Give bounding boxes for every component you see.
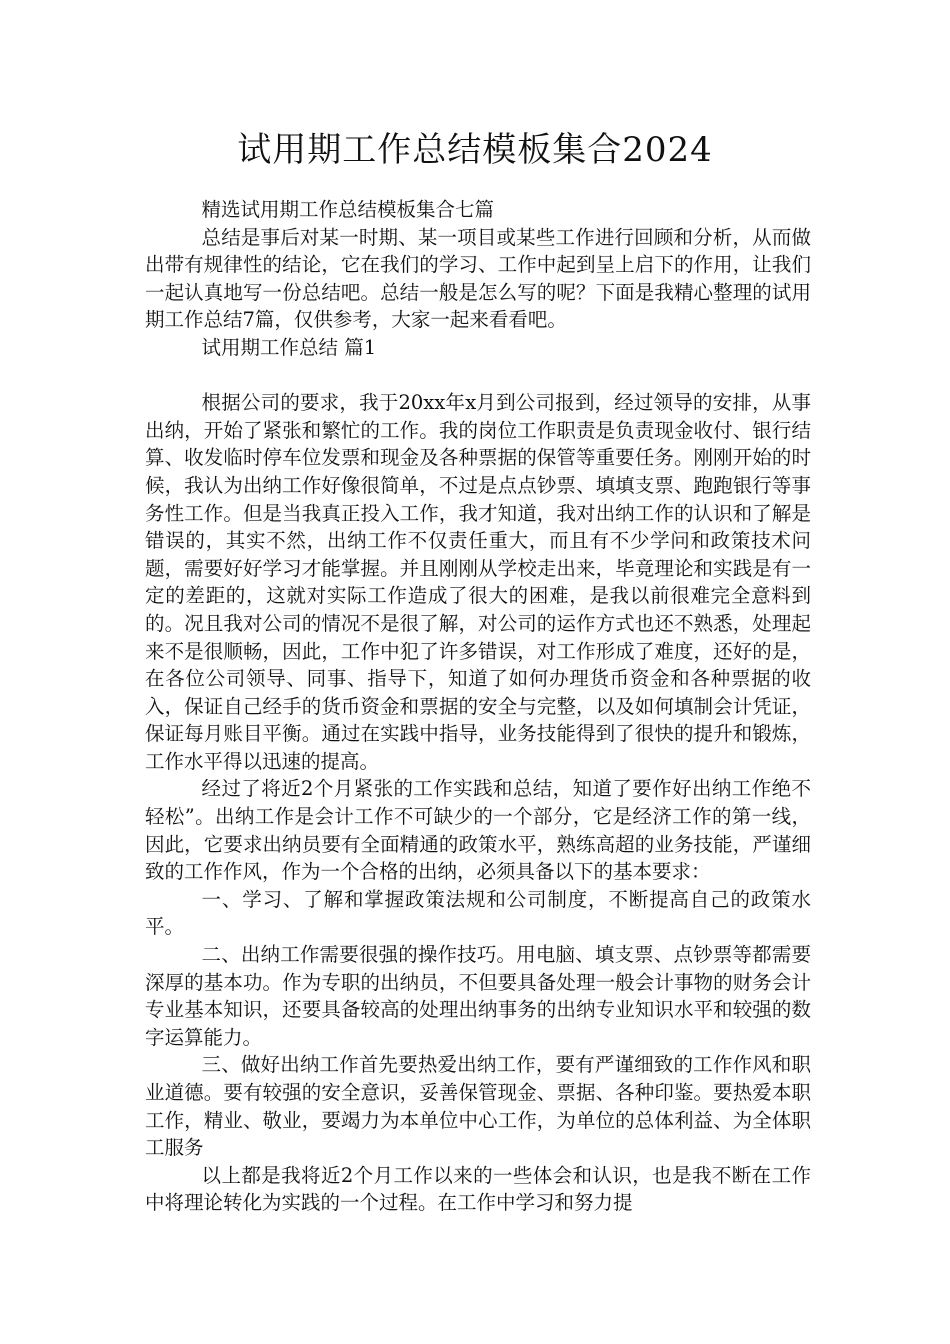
body-paragraph: 经过了将近2个月紧张的工作实践和总结，知道了要作好出纳工作绝不轻松”。出纳工作是会计工作不可缺少的一个部分，它是经济工作的第一线，因此，它要求出纳员要有全面精通的政策水平，熟练高超的业务技能，严谨细致的工作作风，作为一个合格的出纳，必须具备以下的基本要求： bbox=[145, 777, 811, 884]
list-item: 二、出纳工作需要很强的操作技巧。用电脑、填支票、点钞票等都需要深厚的基本功。作为专职的出纳员，不但要具备处理一般会计事物的财务会计专业基本知识，还要具备较高的处理出纳事务的出纳专业知识水平和较强的数字运算能力。 bbox=[145, 943, 811, 1049]
document-subtitle: 精选试用期工作总结模板集合七篇 bbox=[201, 198, 495, 221]
intro-paragraph: 总结是事后对某一时期、某一项目或某些工作进行回顾和分析，从而做出带有规律性的结论，它在我们的学习、工作中起到呈上启下的作用，让我们一起认真地写一份总结吧。总结一般是怎么写的呢？下面是我精心整理的试用期工作总结7篇，仅供参考，大家一起来看看吧。 bbox=[145, 225, 811, 332]
document-title: 试用期工作总结模板集合2024 bbox=[237, 130, 713, 170]
list-item: 三、做好出纳工作首先要热爱出纳工作，要有严谨细致的工作作风和职业道德。要有较强的安全意识，妥善保管现金、票据、各种印鉴。要热爱本职工作，精业、敬业，要竭力为本单位中心工作，为单位的总体利益、为全体职工服务 bbox=[145, 1053, 811, 1160]
body-paragraph: 根据公司的要求，我于20xx年x月到公司报到，经过领导的安排，从事出纳，开始了紧张和繁忙的工作。我的岗位工作职责是负责现金收付、银行结算、收发临时停车位发票和现金及各种票据的保管等重要任务。刚刚开始的时候，我认为出纳工作好像很简单，不过是点点钞票、填填支票、跑跑银行等事务性工作。但是当我真正投入工作，我才知道，我对出纳工作的认识和了解是错误的，其实不然，出纳工作不仅责任重大，而且有不少学问和政策技术问题，需要好好学习才能掌握。并且刚刚从学校走出来，毕竟理论和实践是有一定的差距的，这就对实际工作造成了很大的困难，是我以前很难完全意料到的。况且我对公司的情况不是很了解，对公司的运作方式也还不熟悉，处理起来不是很顺畅，因此，工作中犯了许多错误，对工作形成了难度，还好的是，在各位公司领导、同事、指导下，知道了如何办理货币资金和各种票据的收入，保证自己经手的货币资金和票据的安全与完整，以及如何填制会计凭证，保证每月账目平衡。通过在实践中指导，业务技能得到了很快的提升和锻炼，工作水平得以迅速的提高。 bbox=[145, 391, 811, 773]
body-paragraph: 以上都是我将近2个月工作以来的一些体会和认识，也是我不断在工作中将理论转化为实践的一个过程。在工作中学习和努力提 bbox=[145, 1163, 811, 1215]
document-body bbox=[145, 196, 811, 1217]
section-heading: 试用期工作总结 篇1 bbox=[201, 335, 377, 359]
blank-line bbox=[145, 362, 811, 390]
list-item: 一、学习、了解和掌握政策法规和公司制度，不断提高自己的政策水平。 bbox=[145, 887, 811, 939]
